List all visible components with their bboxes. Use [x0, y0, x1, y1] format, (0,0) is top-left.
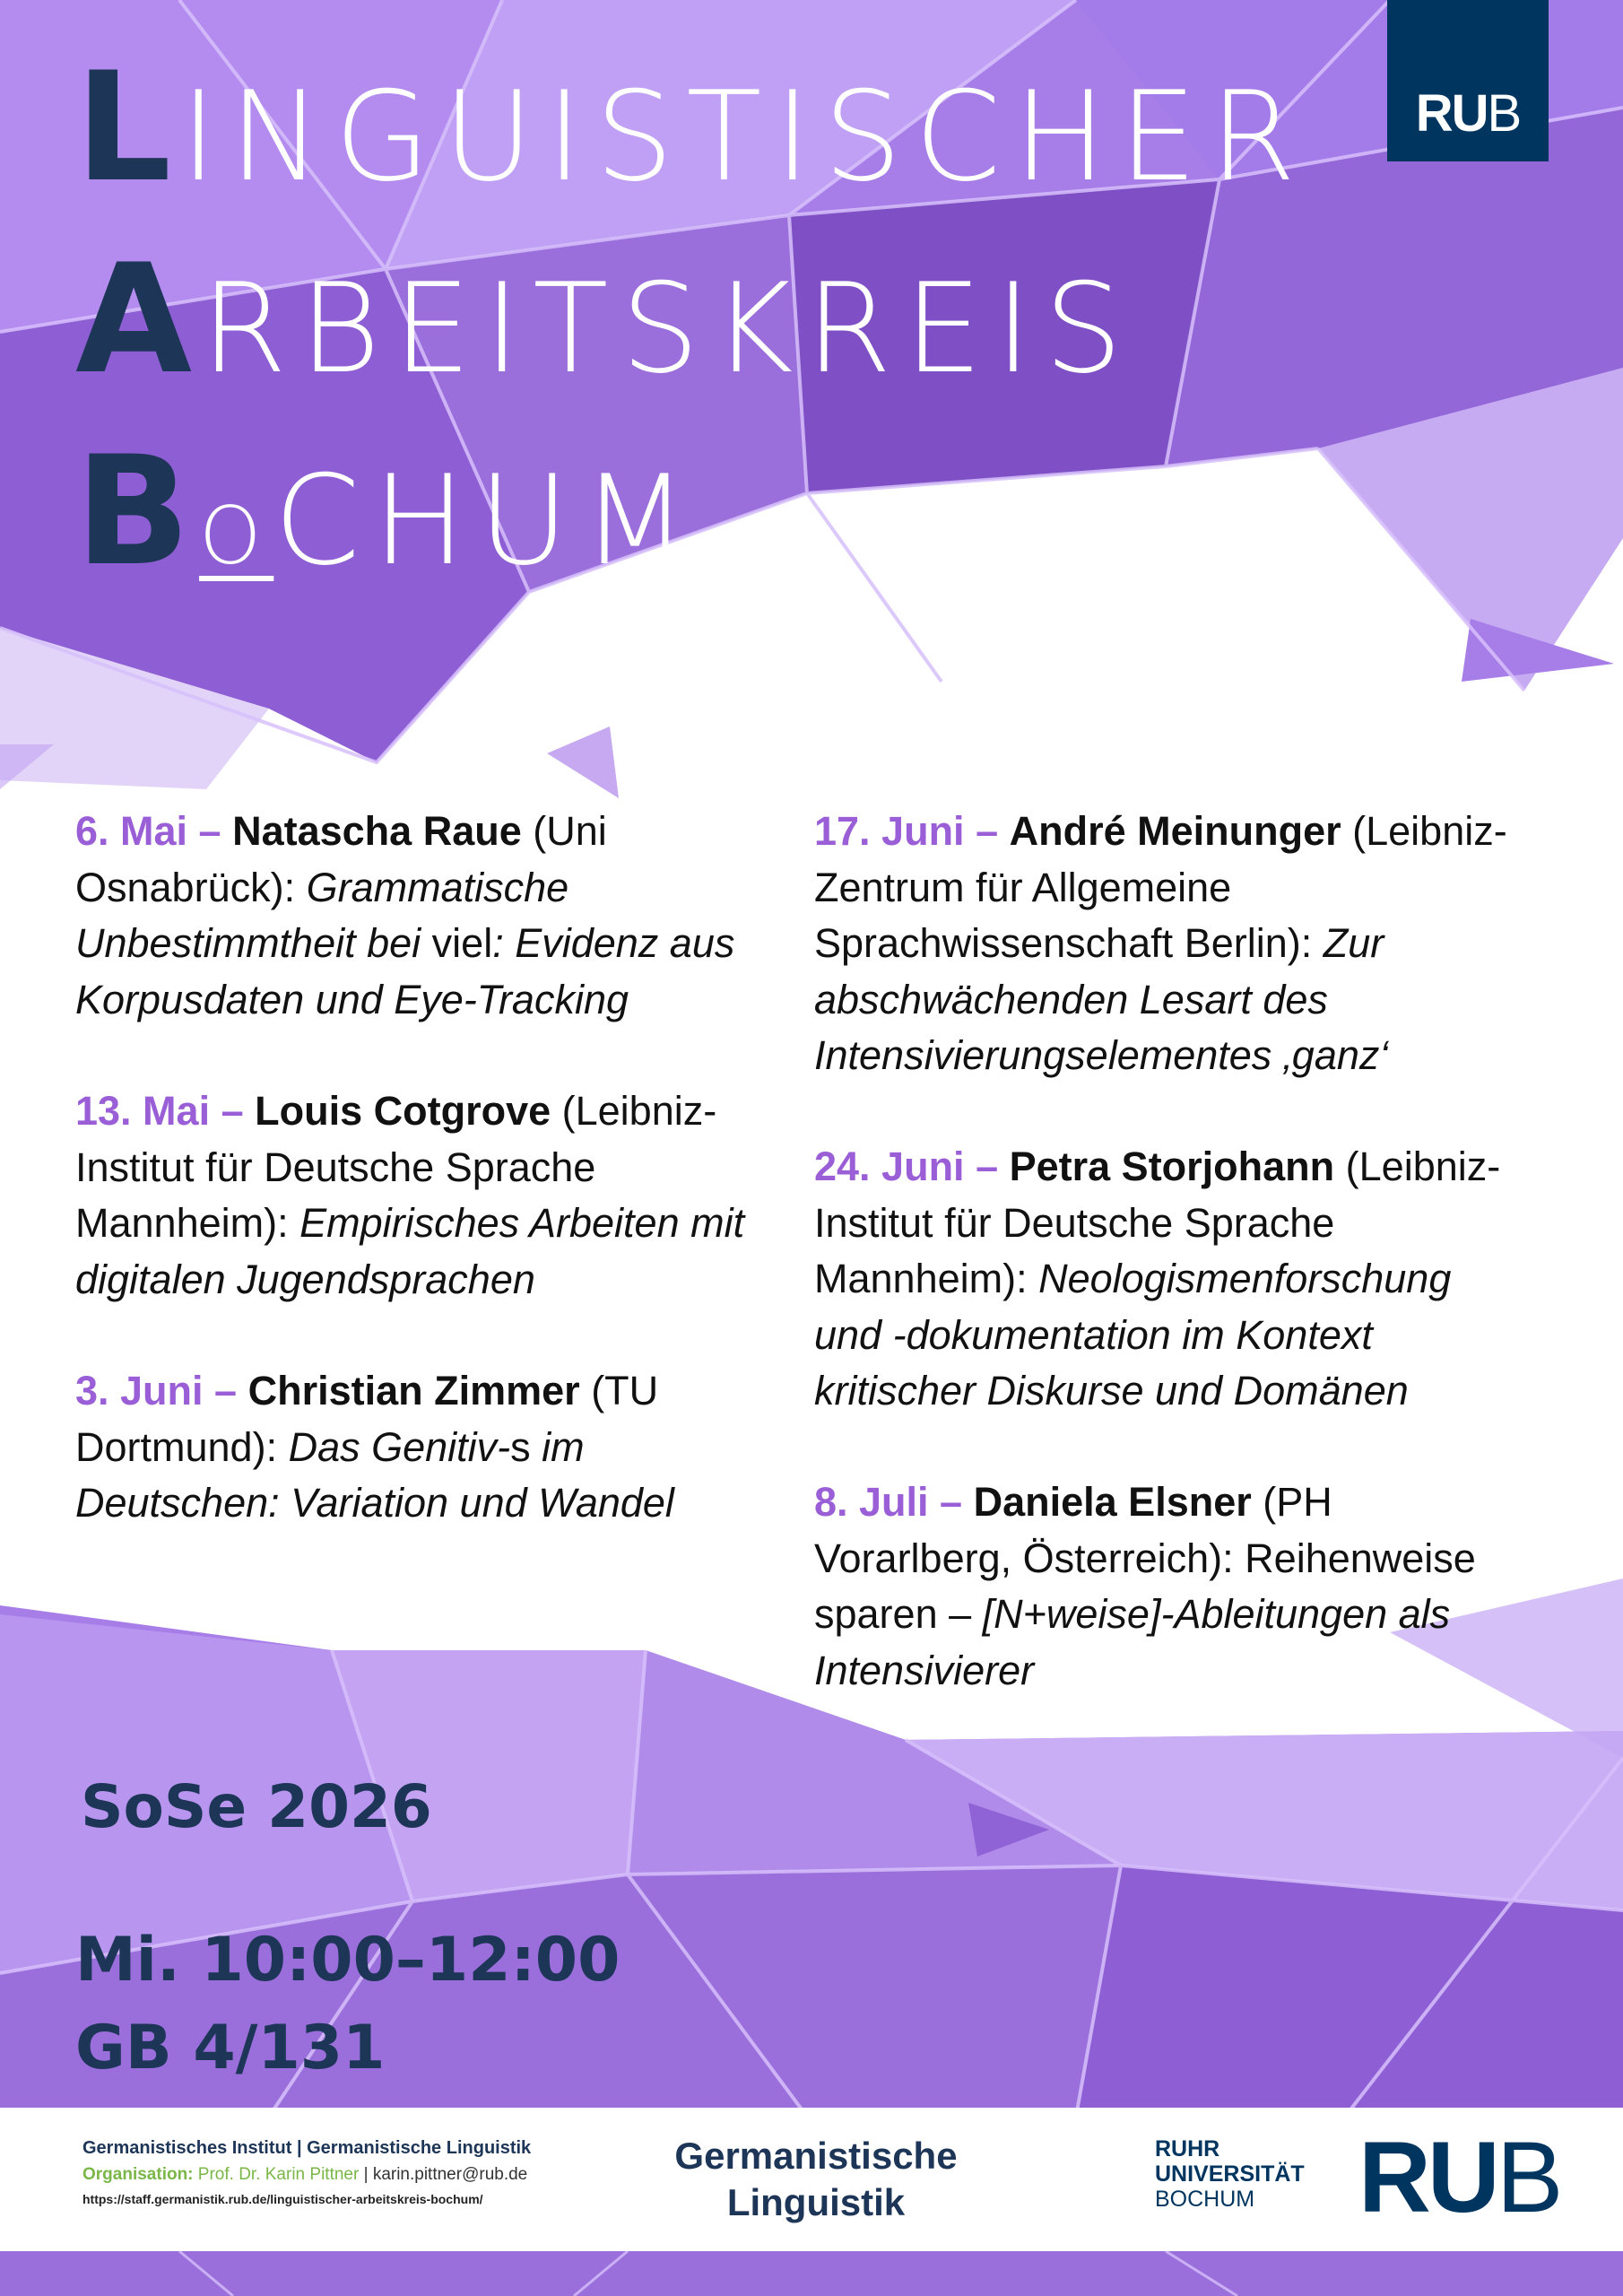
- talk-date: 8. Juli –: [814, 1479, 963, 1525]
- talk-title: im Deutschen: Variation und Wandel: [75, 1423, 674, 1526]
- rub-logo-badge: [1387, 0, 1549, 161]
- talk-date: 13. Mai –: [75, 1088, 244, 1134]
- talk-title: viel: [431, 920, 493, 966]
- rub-badge-light: B: [1487, 84, 1521, 143]
- meeting-room: GB 4/131: [75, 2013, 386, 2083]
- rub-footer-bold: RU: [1358, 2121, 1497, 2233]
- ruhr-universitaet-wordmark: [1155, 2136, 1305, 2212]
- speaker-affiliation: (Leibniz-Institut für Deutsche Sprache Mannheim):: [814, 1144, 1501, 1301]
- title-initial-a: A: [75, 231, 196, 407]
- footer-organisation: [82, 2165, 527, 2185]
- speaker-affiliation: (Leibniz-Zentrum für Allgemeine Sprachwissenschaft Berlin):: [814, 808, 1507, 966]
- speaker-name: Daniela Elsner: [973, 1479, 1252, 1525]
- talk-entry: [814, 804, 1523, 1084]
- speaker-name: André Meinunger: [1009, 808, 1341, 854]
- talk-title: Neologismenforschung und -dokumentation im Kontext kritischer Diskurse und Domänen: [814, 1256, 1452, 1413]
- ruhr-word: RUHR: [1155, 2136, 1220, 2161]
- talk-date: 3. Juni –: [75, 1368, 238, 1413]
- title-initial-b: B: [75, 423, 195, 599]
- meeting-time: Mi. 10:00–12:00: [75, 1925, 621, 1996]
- rub-footer-light: B: [1496, 2121, 1560, 2233]
- footer-org-email[interactable]: karin.pittner@rub.de: [372, 2165, 528, 2184]
- talk-date: 24. Juni –: [814, 1144, 999, 1189]
- talk-title: [N+weise]-Ableitungen als Intensivierer: [814, 1591, 1451, 1693]
- universitaet-word: UNIVERSITÄT: [1155, 2161, 1305, 2187]
- rub-logo-footer: [1358, 2121, 1560, 2233]
- talk-title: Das Genitiv-: [288, 1423, 511, 1470]
- title-line-linguistischer: [75, 39, 1309, 215]
- footer-org-separator: |: [359, 2165, 373, 2184]
- talk-entry: [814, 1139, 1523, 1420]
- talk-title: : Evidenz aus Korpusdaten und Eye-Tracking: [75, 920, 735, 1022]
- footer-center-line2: Linguistik: [726, 2181, 906, 2223]
- talk-date: 17. Juni –: [814, 808, 999, 854]
- bochum-word: BOCHUM: [1155, 2187, 1255, 2212]
- title-line-bochum: [75, 423, 701, 599]
- footer-url[interactable]: https://staff.germanistik.rub.de/linguistischer-arbeitskreis-bochum/: [82, 2192, 483, 2206]
- title-rest-1: INGUISTISCHER: [180, 65, 1309, 209]
- speaker-name: Christian Zimmer: [247, 1368, 580, 1413]
- talk-title: Empirisches Arbeiten mit digitalen Jugendsprachen: [75, 1200, 745, 1302]
- talk-entry: [75, 804, 784, 1028]
- footer-bar: [0, 2108, 1623, 2251]
- talk-title: Reihenweise sparen –: [814, 1535, 1476, 1637]
- speaker-affiliation: (PH Vorarlberg, Österreich):: [814, 1479, 1332, 1581]
- talk-title: Grammatische Unbestimmtheit bei: [75, 864, 569, 966]
- speaker-name: Natascha Raue: [232, 808, 522, 854]
- speaker-affiliation: (Uni Osnabrück):: [75, 808, 607, 910]
- footer-germanistische-linguistik: [628, 2133, 1004, 2226]
- semester-label: SoSe 2026: [81, 1772, 432, 1841]
- speaker-name: Louis Cotgrove: [255, 1088, 551, 1134]
- rub-badge-bold: RU: [1415, 84, 1488, 143]
- footer-institute: Germanistisches Institut | Germanistische Linguistik: [82, 2138, 532, 2158]
- title-line-arbeitskreis: [75, 231, 1135, 407]
- title-rest-3: CHUM: [273, 448, 701, 593]
- title-rest-2: RBEITSKREIS: [201, 257, 1135, 401]
- title-initial-l: L: [75, 39, 176, 215]
- footer-org-person: Prof. Dr. Karin Pittner: [197, 2165, 360, 2184]
- talk-entry: [814, 1474, 1523, 1699]
- talk-title: s: [510, 1423, 531, 1470]
- footer-org-label: Organisation:: [82, 2165, 194, 2184]
- speaker-affiliation: (Leibniz-Institut für Deutsche Sprache Mannheim):: [75, 1088, 717, 1246]
- footer-center-line1: Germanistische: [674, 2135, 958, 2177]
- title-small-o: O: [199, 490, 274, 582]
- talk-title: Zur abschwächenden Lesart des Intensivierungselementes ‚ganz‘: [814, 920, 1389, 1078]
- speaker-name: Petra Storjohann: [1009, 1144, 1335, 1189]
- speaker-affiliation: (TU Dortmund):: [75, 1368, 659, 1470]
- talk-date: 6. Mai –: [75, 808, 221, 854]
- talk-entry: [75, 1363, 784, 1532]
- talk-entry: [75, 1083, 784, 1308]
